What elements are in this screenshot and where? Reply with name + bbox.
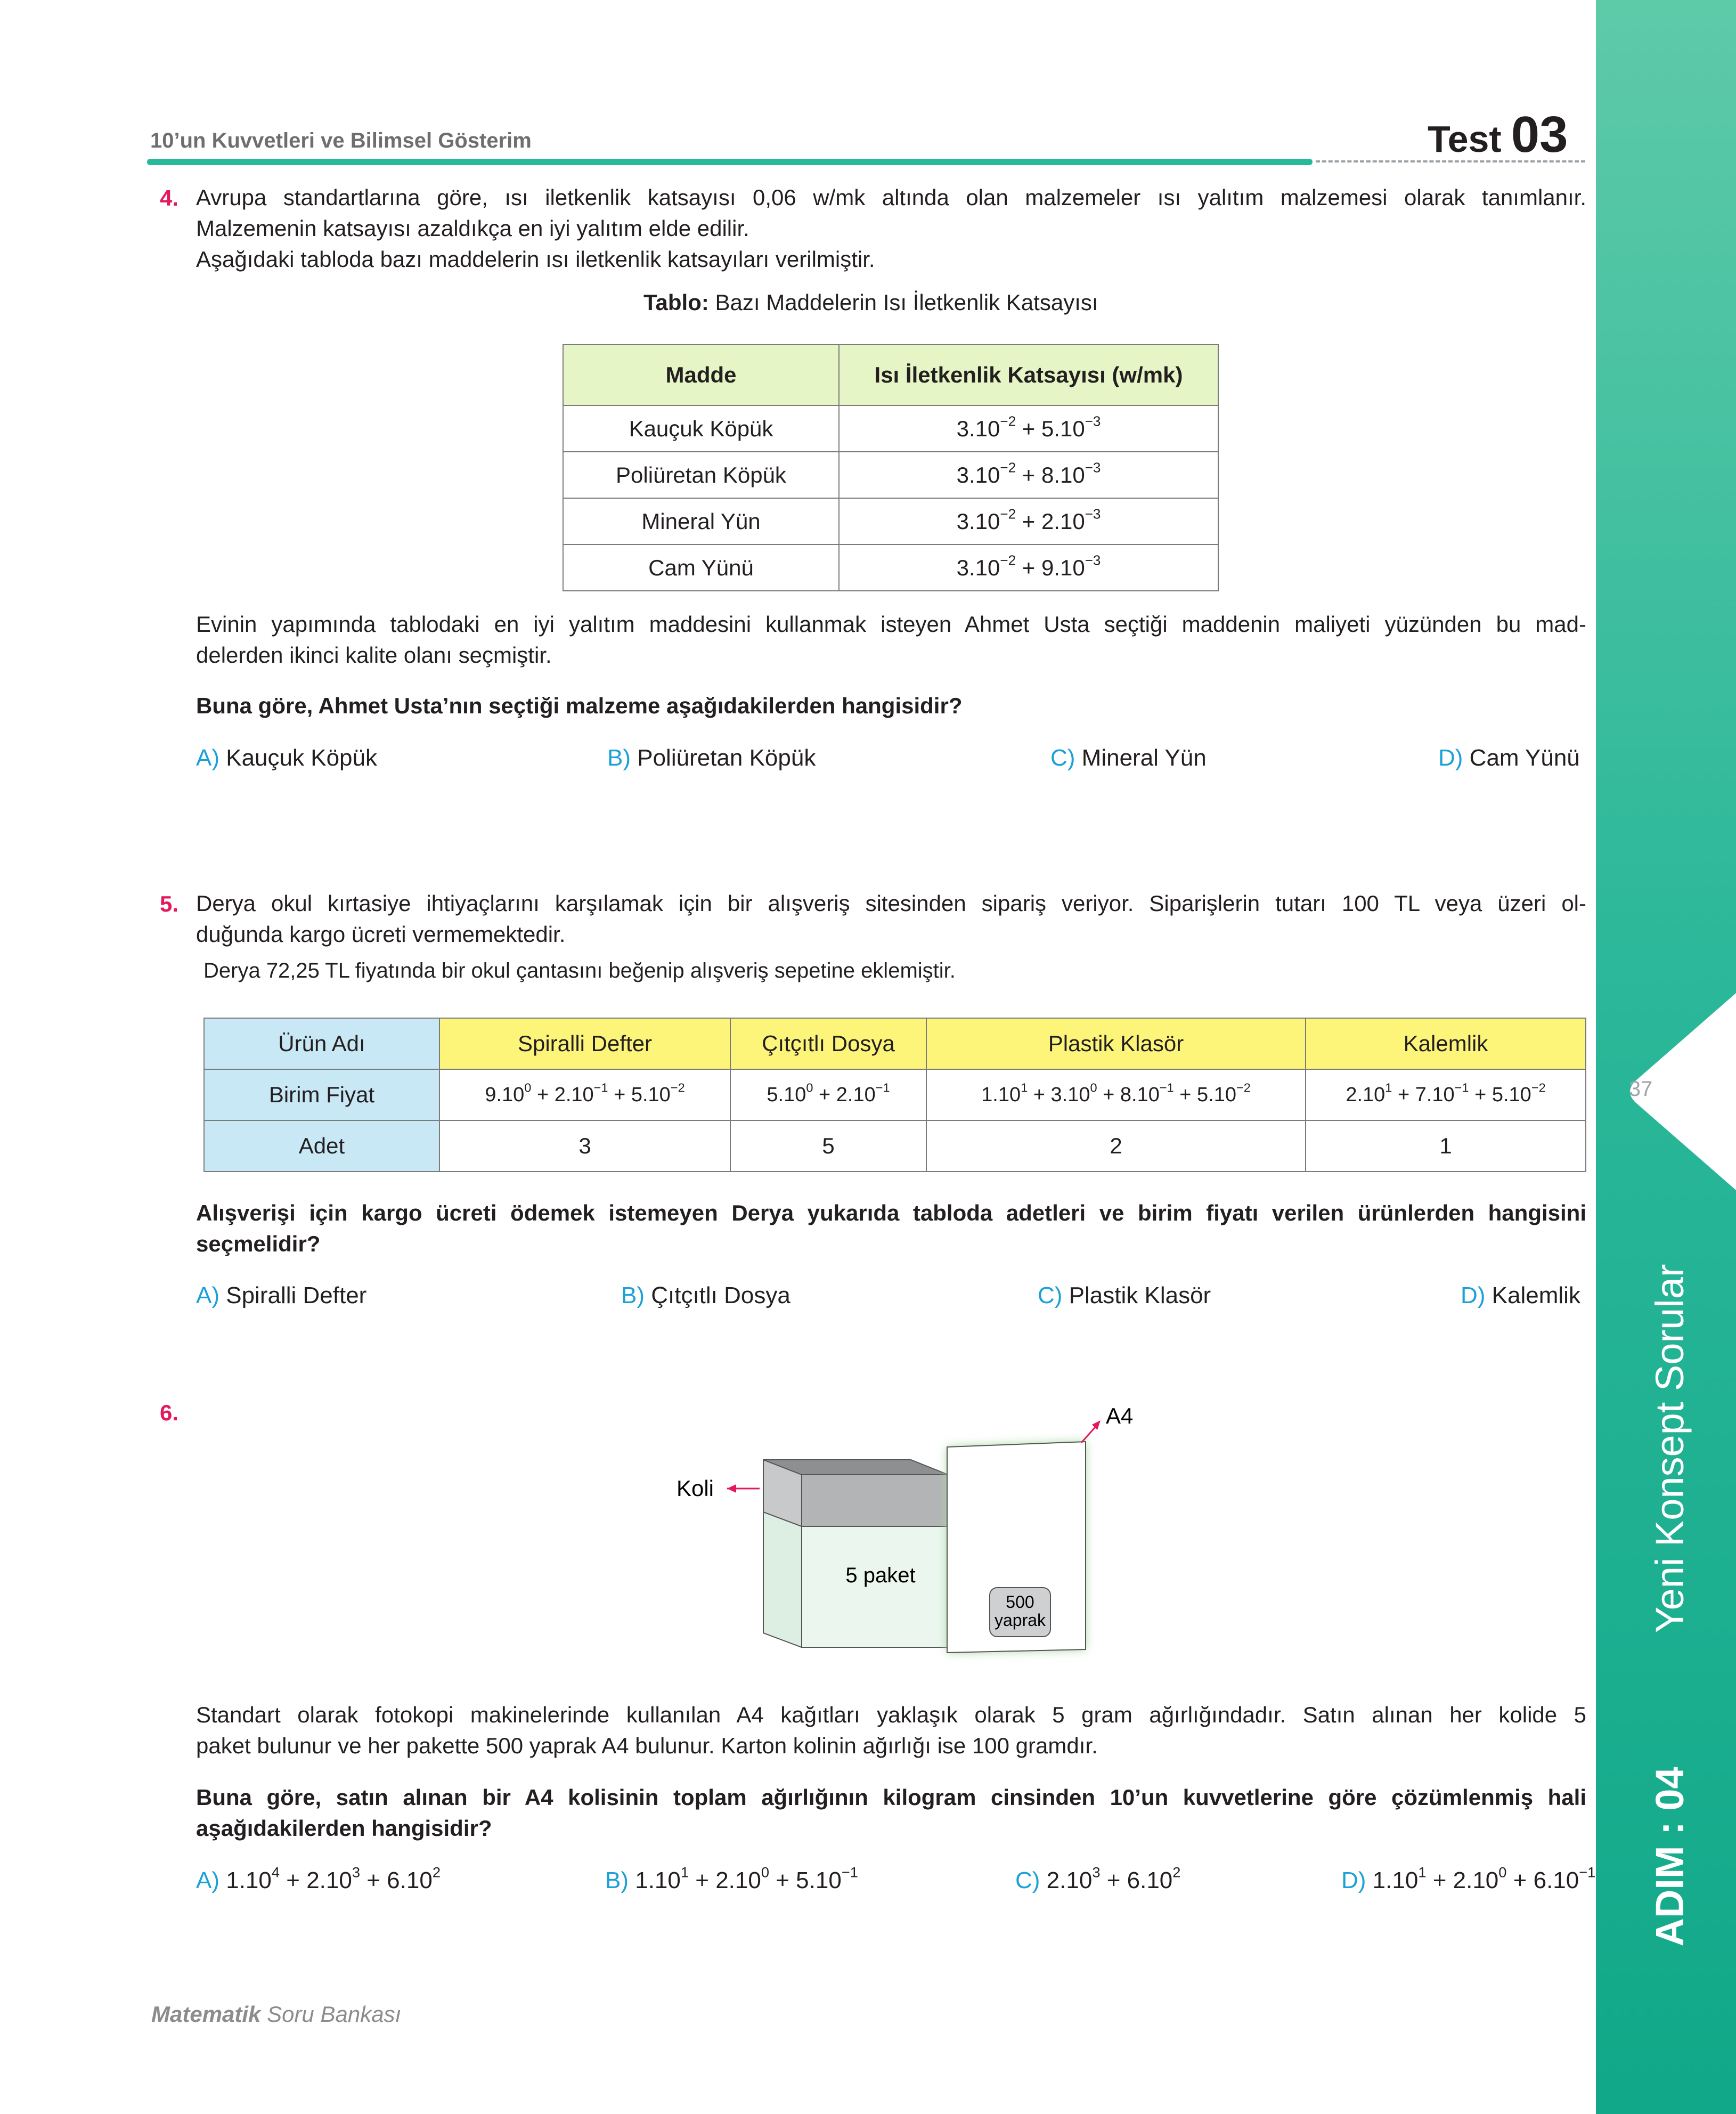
option-b[interactable]: B) $1.10^1 + 2.10^0 + 5.10^{-1}$ <box>605 1864 858 1893</box>
option-b[interactable]: B) Poliüretan Köpük <box>607 745 816 771</box>
table-caption-label: Tablo: <box>643 290 709 315</box>
table-caption <box>643 290 1098 315</box>
test-label: Test <box>1428 118 1502 160</box>
question-4-text <box>196 182 1586 275</box>
unit-price: $9.10^0 + 2.10^{-1} + 5.10^{-2}$ <box>439 1069 730 1120</box>
option-c[interactable]: C) Mineral Yün <box>1050 745 1207 771</box>
option-d[interactable]: D) $1.10^1 + 2.10^0 + 6.10^{-1}$ <box>1341 1864 1596 1893</box>
row-header: Adet <box>204 1120 439 1172</box>
row-header: Birim Fiyat <box>204 1069 439 1120</box>
q4-line: Aşağıdaki tabloda bazı maddelerin ısı iletkenlik katsayıları verilmiştir. <box>196 247 875 272</box>
question-number: 6. <box>160 1400 179 1425</box>
quantity: 2 <box>926 1120 1306 1172</box>
conductivity-table <box>563 344 1219 591</box>
coefficient: $3.10^{-2} + 5.10^{-3}$ <box>839 405 1218 452</box>
table-row <box>563 452 1218 498</box>
table-header: Madde <box>563 345 839 405</box>
q4-para-line: delerden ikinci kalite olanı seçmiştir. <box>196 643 552 668</box>
question-5-prompt: Alışverişi için kargo ücreti ödemek istemeyen Derya yukarıda tabloda adetleri ve birim fiyatı verilen ürünlerden hangisini seçmelidir? <box>196 1200 1586 1256</box>
option-d[interactable]: D) Kalemlik <box>1461 1282 1580 1308</box>
material-name: Kauçuk Köpük <box>563 405 839 452</box>
box-paper-figure <box>661 1385 1140 1673</box>
coefficient: $3.10^{-2} + 9.10^{-3}$ <box>839 544 1218 591</box>
quantity: 3 <box>439 1120 730 1172</box>
paket-label: 5 paket <box>845 1564 916 1587</box>
unit-price: $1.10^1 + 3.10^0 + 8.10^{-1} + 5.10^{-2}$ <box>926 1069 1306 1120</box>
option-d[interactable]: D) Cam Yünü <box>1438 745 1580 771</box>
chapter-title: 10’un Kuvvetleri ve Bilimsel Gösterim <box>150 129 532 152</box>
a4-label: A4 <box>1106 1403 1134 1428</box>
coefficient: $3.10^{-2} + 2.10^{-3}$ <box>839 498 1218 544</box>
footer-book-title: Matematik Soru Bankası <box>151 2002 402 2027</box>
test-heading <box>1428 105 1568 164</box>
table-row <box>563 498 1218 544</box>
quantity: 5 <box>730 1120 926 1172</box>
yaprak-label: yaprak <box>994 1611 1046 1630</box>
material-name: Poliüretan Köpük <box>563 452 839 498</box>
table-caption-text: Bazı Maddelerin Isı İletkenlik Katsayısı <box>708 290 1098 315</box>
table-row <box>563 405 1218 452</box>
option-a[interactable]: A) Kauçuk Köpük <box>196 745 377 771</box>
page-number: 37 <box>1628 1077 1653 1101</box>
option-a[interactable]: A) $1.10^4 + 2.10^3 + 6.10^2$ <box>196 1864 441 1893</box>
question-4-context <box>196 609 1586 671</box>
q4-line: Malzemenin katsayısı azaldıkça en iyi yalıtım elde edilir. <box>196 216 749 241</box>
q4-para-line: Evinin yapımında tablodaki en iyi yalıtım maddesini kullanmak isteyen Ahmet Usta seçtiği maddenin maliyeti yüzünden bu mad- <box>196 612 1586 637</box>
question-6-prompt: Buna göre, satın alınan bir A4 kolisinin toplam ağırlığının kilogram cinsinden 10’un kuvvetlerine göre çözümlenmiş hali aşağıdakilerden hangisidir? <box>196 1785 1586 1841</box>
coefficient: $3.10^{-2} + 8.10^{-3}$ <box>839 452 1218 498</box>
unit-price: $5.10^0 + 2.10^{-1}$ <box>730 1069 926 1120</box>
question-5-text <box>196 888 1586 950</box>
quantity: 1 <box>1306 1120 1586 1172</box>
step-label: ADIM : 04 <box>1648 1767 1692 1947</box>
koli-label: Koli <box>676 1476 714 1501</box>
products-table <box>203 1018 1586 1172</box>
product-name: Spiralli Defter <box>439 1018 730 1069</box>
unit-price: $2.10^1 + 7.10^{-1} + 5.10^{-2}$ <box>1306 1069 1586 1120</box>
product-name: Kalemlik <box>1306 1018 1586 1069</box>
question-6-text: Standart olarak fotokopi makinelerinde kullanılan A4 kağıtları yaklaşık olarak 5 gram ağırlığındadır. Satın alınan her kolide 5 paket bulunur ve her pakette 500 yaprak A4 bulunur. Karton kolinin ağırlığı ise 100 gramdır. <box>196 1702 1586 1758</box>
option-a[interactable]: A) Spiralli Defter <box>196 1282 367 1308</box>
header-rule <box>147 159 1313 165</box>
test-number: 03 <box>1511 106 1568 163</box>
product-name: Çıtçıtlı Dosya <box>730 1018 926 1069</box>
q5-line: Derya okul kırtasiye ihtiyaçlarını karşılamak için bir alışveriş sitesinden sipariş veriyor. Siparişlerin tutarı 100 TL veya üzeri ol- <box>196 891 1586 916</box>
material-name: Mineral Yün <box>563 498 839 544</box>
q5-line: Derya 72,25 TL fiyatında bir okul çantasını beğenip alışveriş sepetine eklemiştir. <box>203 959 956 982</box>
option-b[interactable]: B) Çıtçıtlı Dosya <box>621 1282 790 1308</box>
section-title: Yeni Konsept Sorular <box>1648 1264 1692 1633</box>
option-c[interactable]: C) $2.10^3 + 6.10^2$ <box>1015 1864 1181 1893</box>
table-row <box>563 544 1218 591</box>
yaprak-count: 500 <box>1006 1592 1034 1612</box>
question-number: 4. <box>160 185 179 210</box>
product-name: Plastik Klasör <box>926 1018 1306 1069</box>
q5-line: duğunda kargo ücreti vermemektedir. <box>196 922 566 947</box>
table-header: Isı İletkenlik Katsayısı (w/mk) <box>839 345 1218 405</box>
option-c[interactable]: C) Plastik Klasör <box>1038 1282 1211 1308</box>
question-4-prompt: Buna göre, Ahmet Usta’nın seçtiği malzeme aşağıdakilerden hangisidir? <box>196 693 963 718</box>
q4-line: Avrupa standartlarına göre, ısı iletkenlik katsayısı 0,06 w/mk altında olan malzemeler ısı yalıtım malzemesi olarak tanımlanır. <box>196 185 1586 210</box>
row-header: Ürün Adı <box>204 1018 439 1069</box>
material-name: Cam Yünü <box>563 544 839 591</box>
question-number: 5. <box>160 891 179 916</box>
